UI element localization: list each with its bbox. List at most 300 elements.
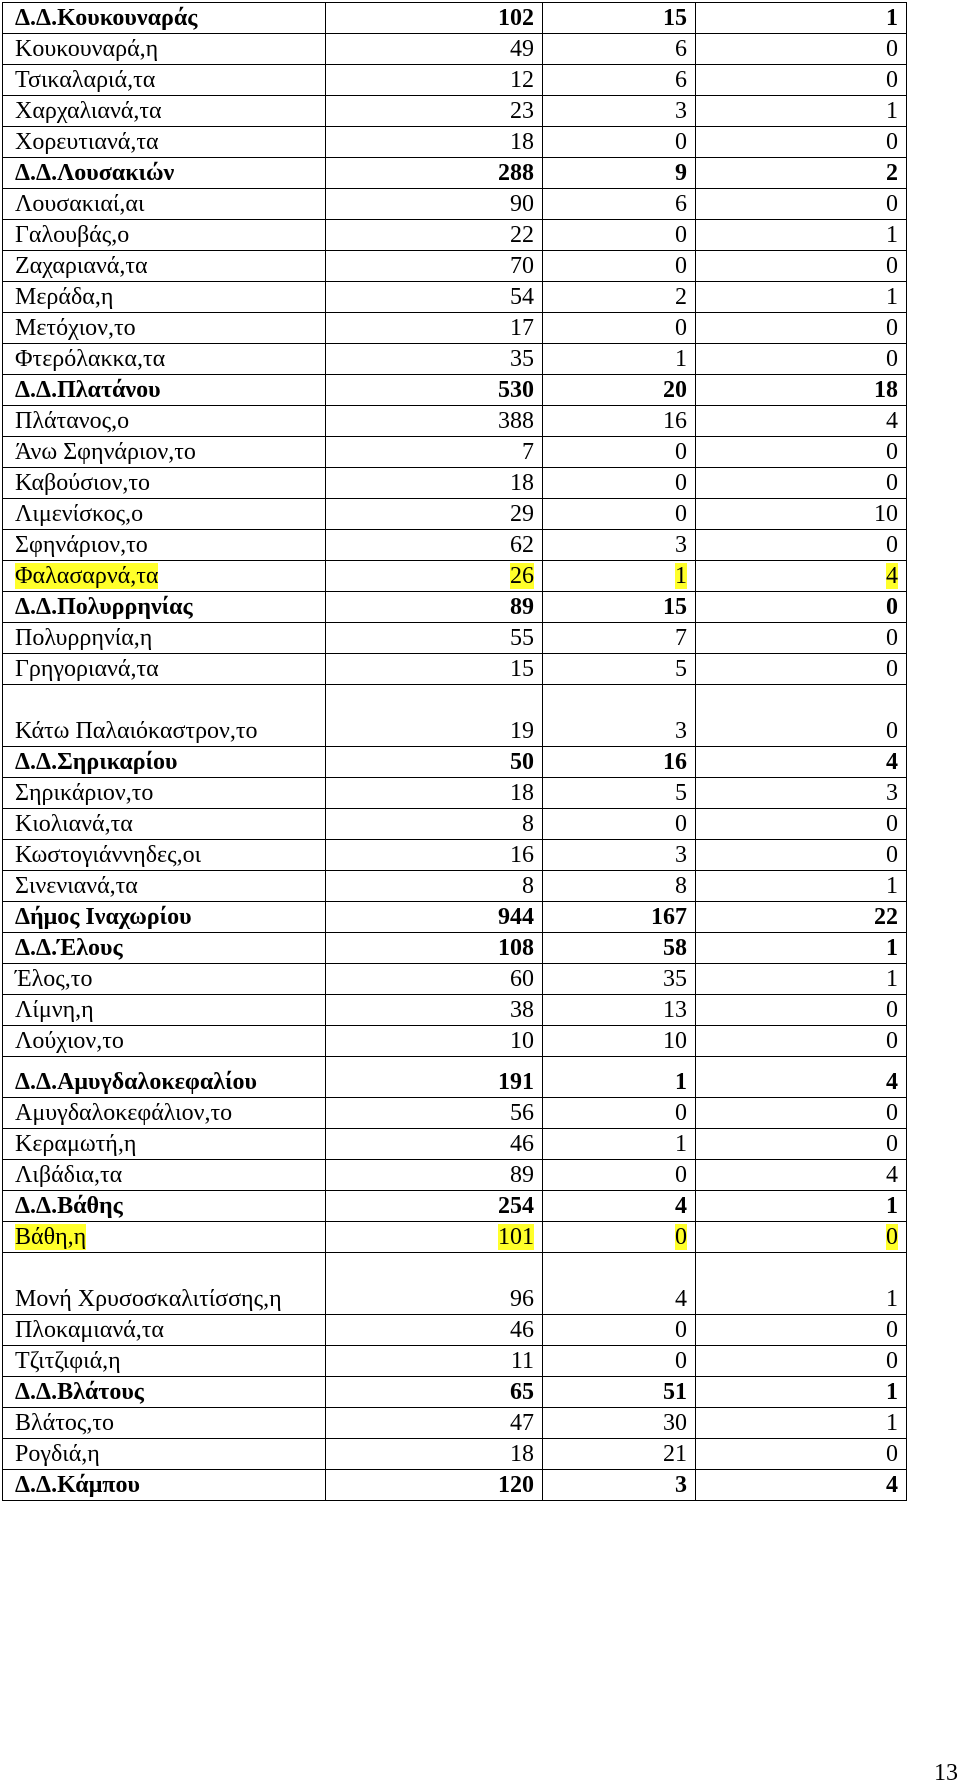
table-row — [3, 561, 907, 592]
value-col3-text: 1 — [886, 98, 898, 124]
value-col2-cell — [543, 1026, 696, 1057]
table-row — [3, 654, 907, 685]
value-col1-cell — [326, 375, 543, 406]
value-col2-text: 9 — [675, 160, 687, 186]
value-col1-text: 35 — [510, 346, 534, 372]
settlement-name-cell — [3, 3, 326, 34]
settlement-name-cell — [3, 871, 326, 902]
value-col3-text: 0 — [886, 315, 898, 341]
value-col3-text: 0 — [886, 191, 898, 217]
table-row — [3, 964, 907, 995]
value-col3-text: 1 — [886, 1193, 898, 1219]
settlement-name-text: Σφηνάριον,το — [15, 532, 148, 558]
settlement-name-text: Μονή Χρυσοσκαλιτίσσης,η — [15, 1286, 282, 1312]
table-row — [3, 437, 907, 468]
value-col2-text: 0 — [675, 253, 687, 279]
value-col3-text: 18 — [874, 377, 898, 403]
value-col3-cell — [696, 1346, 907, 1377]
value-col2-cell — [543, 65, 696, 96]
value-col2-text: 30 — [663, 1410, 687, 1436]
settlement-name-text: Ζαχαριανά,τα — [15, 253, 148, 279]
value-col1-text: 18 — [510, 780, 534, 806]
value-col1-text: 288 — [498, 160, 534, 186]
value-col3-text: 1 — [886, 873, 898, 899]
value-col1-text: 96 — [510, 1286, 534, 1312]
value-col1-cell — [326, 437, 543, 468]
settlement-name-text: Λιμενίσκος,ο — [15, 501, 144, 527]
value-col1-cell — [326, 809, 543, 840]
table-row — [3, 282, 907, 313]
settlement-name-text: Δ.Δ.Βλάτους — [15, 1379, 144, 1405]
value-col3-cell — [696, 1057, 907, 1098]
value-col1-text: 102 — [498, 5, 534, 31]
settlement-name-text: Δ.Δ.Σηρικαρίου — [15, 749, 178, 775]
value-col2-cell — [543, 1098, 696, 1129]
value-col1-cell — [326, 1129, 543, 1160]
settlement-name-cell — [3, 499, 326, 530]
value-col2-text: 5 — [675, 656, 687, 682]
settlement-name-text: Μεράδα,η — [15, 284, 114, 310]
settlement-name-text: Μετόχιον,το — [15, 315, 136, 341]
value-col3-cell — [696, 406, 907, 437]
value-col1-text: 17 — [510, 315, 534, 341]
table-row — [3, 1160, 907, 1191]
value-col3-text: 0 — [886, 811, 898, 837]
settlement-name-cell — [3, 344, 326, 375]
value-col3-text: 4 — [886, 408, 898, 434]
settlement-name-text: Δ.Δ.Λουσακιών — [15, 160, 175, 186]
settlement-name-text: Βλάτος,το — [15, 1410, 115, 1436]
value-col3-cell — [696, 778, 907, 809]
value-col1-cell — [326, 1346, 543, 1377]
value-col2-text: 4 — [675, 1286, 687, 1312]
table-row — [3, 995, 907, 1026]
value-col3-text: 0 — [886, 1348, 898, 1374]
value-col1-text: 47 — [510, 1410, 534, 1436]
value-col3-cell — [696, 685, 907, 747]
settlement-name-cell — [3, 809, 326, 840]
value-col3-text: 3 — [886, 780, 898, 806]
value-col3-cell — [696, 1098, 907, 1129]
value-col3-cell — [696, 344, 907, 375]
settlement-name-cell — [3, 1057, 326, 1098]
value-col2-text: 1 — [675, 1131, 687, 1157]
value-col2-text: 3 — [675, 718, 687, 744]
value-col1-text: 60 — [510, 966, 534, 992]
value-col3-cell — [696, 1470, 907, 1501]
value-col3-cell — [696, 840, 907, 871]
value-col1-cell — [326, 1377, 543, 1408]
value-col3-cell — [696, 3, 907, 34]
settlement-name-cell — [3, 127, 326, 158]
table-row — [3, 96, 907, 127]
value-col3-cell — [696, 1129, 907, 1160]
table-row — [3, 809, 907, 840]
settlement-name-text: Δ.Δ.Αμυγδαλοκεφαλίου — [15, 1069, 257, 1095]
settlement-name-cell — [3, 220, 326, 251]
value-col1-text: 388 — [498, 408, 534, 434]
value-col2-cell — [543, 499, 696, 530]
table-row-subtotal — [3, 158, 907, 189]
value-col1-cell — [326, 96, 543, 127]
value-col2-cell — [543, 251, 696, 282]
value-col1-text: 49 — [510, 36, 534, 62]
settlement-name-cell — [3, 468, 326, 499]
value-col1-cell — [326, 778, 543, 809]
value-col2-text: 35 — [663, 966, 687, 992]
value-col2-cell — [543, 127, 696, 158]
value-col1-cell — [326, 468, 543, 499]
settlement-name-text: Δ.Δ.Πλατάνου — [15, 377, 161, 403]
settlement-name-cell — [3, 623, 326, 654]
value-col2-text: 15 — [663, 5, 687, 31]
value-col1-text: 191 — [498, 1069, 534, 1095]
value-col2-text: 10 — [663, 1028, 687, 1054]
settlement-name-text: Φαλασαρνά,τα — [15, 563, 159, 589]
settlement-name-text: Λούχιον,το — [15, 1028, 124, 1054]
value-col3-text: 4 — [886, 1472, 898, 1498]
value-col2-cell — [543, 561, 696, 592]
value-col3-cell — [696, 592, 907, 623]
value-col2-text: 0 — [675, 1224, 687, 1250]
value-col3-cell — [696, 1315, 907, 1346]
value-col2-cell — [543, 964, 696, 995]
settlement-name-text: Τζιτζιφιά,η — [15, 1348, 121, 1374]
value-col2-text: 3 — [675, 98, 687, 124]
value-col2-cell — [543, 778, 696, 809]
value-col2-text: 0 — [675, 439, 687, 465]
value-col2-cell — [543, 871, 696, 902]
settlement-name-cell — [3, 685, 326, 747]
value-col1-text: 50 — [510, 749, 534, 775]
value-col1-cell — [326, 1439, 543, 1470]
value-col2-cell — [543, 840, 696, 871]
table-row — [3, 1346, 907, 1377]
value-col3-text: 0 — [886, 1131, 898, 1157]
value-col1-text: 108 — [498, 935, 534, 961]
settlement-name-text: Ρογδιά,η — [15, 1441, 100, 1467]
settlement-name-cell — [3, 1439, 326, 1470]
settlement-name-text: Γρηγοριανά,τα — [15, 656, 159, 682]
settlement-name-text: Γαλουβάς,ο — [15, 222, 130, 248]
value-col1-text: 16 — [510, 842, 534, 868]
value-col1-text: 12 — [510, 67, 534, 93]
table-row-subtotal — [3, 592, 907, 623]
value-col1-text: 15 — [510, 656, 534, 682]
table-row — [3, 1129, 907, 1160]
table-row-subtotal — [3, 375, 907, 406]
value-col3-text: 0 — [886, 625, 898, 651]
table-row — [3, 530, 907, 561]
settlement-name-text: Δ.Δ.Πολυρρηνίας — [15, 594, 193, 620]
settlement-name-cell — [3, 1408, 326, 1439]
value-col2-text: 0 — [675, 315, 687, 341]
settlement-name-cell — [3, 1222, 326, 1253]
settlement-name-text: Πλάτανος,ο — [15, 408, 130, 434]
value-col3-cell — [696, 282, 907, 313]
value-col1-text: 18 — [510, 129, 534, 155]
settlement-name-cell — [3, 964, 326, 995]
value-col3-text: 0 — [886, 67, 898, 93]
value-col3-text: 1 — [886, 5, 898, 31]
value-col2-text: 0 — [675, 129, 687, 155]
value-col1-text: 8 — [522, 811, 534, 837]
value-col3-text: 4 — [886, 1162, 898, 1188]
settlement-name-text: Δήμος Ιναχωρίου — [15, 904, 192, 930]
value-col3-cell — [696, 251, 907, 282]
value-col1-text: 29 — [510, 501, 534, 527]
value-col2-cell — [543, 747, 696, 778]
value-col2-cell — [543, 1222, 696, 1253]
value-col2-text: 0 — [675, 811, 687, 837]
value-col1-cell — [326, 747, 543, 778]
table-row — [3, 313, 907, 344]
value-col1-cell — [326, 1057, 543, 1098]
value-col3-cell — [696, 499, 907, 530]
value-col3-text: 1 — [886, 1286, 898, 1312]
settlement-name-text: Έλος,το — [15, 966, 93, 992]
value-col1-text: 18 — [510, 470, 534, 496]
page-number: 13 — [934, 1760, 958, 1786]
settlement-name-cell — [3, 1470, 326, 1501]
table-row — [3, 65, 907, 96]
value-col2-text: 0 — [675, 501, 687, 527]
value-col2-cell — [543, 220, 696, 251]
value-col2-cell — [543, 685, 696, 747]
table-row — [3, 499, 907, 530]
value-col3-cell — [696, 654, 907, 685]
table-row — [3, 778, 907, 809]
settlement-name-cell — [3, 778, 326, 809]
settlement-name-text: Δ.Δ.Κουκουναράς — [15, 5, 198, 31]
value-col3-text: 1 — [886, 935, 898, 961]
value-col1-cell — [326, 840, 543, 871]
settlement-name-cell — [3, 1191, 326, 1222]
value-col1-cell — [326, 220, 543, 251]
value-col1-text: 11 — [510, 1348, 534, 1374]
table-row — [3, 623, 907, 654]
value-col1-text: 55 — [510, 625, 534, 651]
value-col2-text: 3 — [675, 842, 687, 868]
value-col3-text: 0 — [886, 842, 898, 868]
value-col3-cell — [696, 871, 907, 902]
value-col3-cell — [696, 65, 907, 96]
settlements-table — [2, 2, 907, 1501]
value-col2-cell — [543, 3, 696, 34]
value-col3-cell — [696, 34, 907, 65]
value-col1-cell — [326, 530, 543, 561]
value-col2-text: 0 — [675, 1317, 687, 1343]
value-col2-text: 0 — [675, 1100, 687, 1126]
settlement-name-text: Αμυγδαλοκεφάλιον,το — [15, 1100, 233, 1126]
value-col1-cell — [326, 654, 543, 685]
value-col2-cell — [543, 1315, 696, 1346]
value-col2-cell — [543, 189, 696, 220]
value-col1-cell — [326, 344, 543, 375]
value-col2-text: 1 — [675, 563, 687, 589]
table-row-subtotal — [3, 933, 907, 964]
value-col1-cell — [326, 406, 543, 437]
value-col3-cell — [696, 1160, 907, 1191]
value-col2-cell — [543, 34, 696, 65]
value-col1-cell — [326, 189, 543, 220]
value-col2-text: 13 — [663, 997, 687, 1023]
value-col2-cell — [543, 437, 696, 468]
settlement-name-cell — [3, 1253, 326, 1315]
value-col2-cell — [543, 654, 696, 685]
value-col3-text: 4 — [886, 1069, 898, 1095]
value-col2-text: 5 — [675, 780, 687, 806]
value-col1-cell — [326, 3, 543, 34]
value-col2-text: 1 — [675, 346, 687, 372]
settlement-name-cell — [3, 530, 326, 561]
value-col2-text: 167 — [651, 904, 687, 930]
value-col1-text: 46 — [510, 1131, 534, 1157]
value-col1-text: 26 — [510, 563, 534, 589]
value-col3-cell — [696, 96, 907, 127]
value-col1-cell — [326, 1315, 543, 1346]
value-col3-cell — [696, 561, 907, 592]
settlement-name-cell — [3, 158, 326, 189]
table-row — [3, 1098, 907, 1129]
value-col1-cell — [326, 1253, 543, 1315]
value-col3-cell — [696, 933, 907, 964]
value-col3-cell — [696, 530, 907, 561]
settlement-name-text: Σινενιανά,τα — [15, 873, 138, 899]
value-col2-cell — [543, 1057, 696, 1098]
value-col1-cell — [326, 1470, 543, 1501]
value-col2-text: 0 — [675, 222, 687, 248]
value-col3-cell — [696, 1408, 907, 1439]
value-col1-cell — [326, 1222, 543, 1253]
value-col2-cell — [543, 623, 696, 654]
value-col2-text: 6 — [675, 36, 687, 62]
value-col1-text: 54 — [510, 284, 534, 310]
value-col1-text: 89 — [510, 1162, 534, 1188]
value-col1-cell — [326, 871, 543, 902]
value-col1-cell — [326, 65, 543, 96]
value-col3-text: 0 — [886, 718, 898, 744]
value-col1-text: 19 — [510, 718, 534, 744]
value-col1-text: 56 — [510, 1100, 534, 1126]
table-row — [3, 1026, 907, 1057]
value-col3-cell — [696, 1253, 907, 1315]
settlement-name-text: Κεραμωτή,η — [15, 1131, 137, 1157]
value-col1-cell — [326, 561, 543, 592]
value-col1-cell — [326, 902, 543, 933]
value-col3-text: 0 — [886, 439, 898, 465]
value-col1-cell — [326, 623, 543, 654]
value-col3-cell — [696, 375, 907, 406]
value-col2-cell — [543, 933, 696, 964]
settlement-name-cell — [3, 34, 326, 65]
table-body — [3, 3, 907, 1501]
table-row-subtotal — [3, 902, 907, 933]
value-col2-text: 3 — [675, 532, 687, 558]
value-col3-text: 0 — [886, 1100, 898, 1126]
value-col2-cell — [543, 1129, 696, 1160]
value-col3-text: 0 — [886, 470, 898, 496]
settlement-name-text: Δ.Δ.Βάθης — [15, 1193, 123, 1219]
value-col2-text: 2 — [675, 284, 687, 310]
settlement-name-text: Σηρικάριον,το — [15, 780, 154, 806]
value-col2-text: 7 — [675, 625, 687, 651]
table-row — [3, 468, 907, 499]
value-col3-cell — [696, 1439, 907, 1470]
value-col3-cell — [696, 747, 907, 778]
value-col1-text: 90 — [510, 191, 534, 217]
value-col2-cell — [543, 809, 696, 840]
value-col2-cell — [543, 1191, 696, 1222]
value-col1-cell — [326, 1098, 543, 1129]
value-col3-text: 0 — [886, 594, 898, 620]
settlement-name-cell — [3, 1160, 326, 1191]
value-col3-text: 4 — [886, 749, 898, 775]
value-col2-text: 4 — [675, 1193, 687, 1219]
value-col2-cell — [543, 1408, 696, 1439]
value-col2-cell — [543, 902, 696, 933]
value-col3-text: 0 — [886, 253, 898, 279]
value-col3-text: 0 — [886, 1224, 898, 1250]
settlement-name-cell — [3, 1098, 326, 1129]
settlement-name-cell — [3, 654, 326, 685]
settlement-name-text: Πλοκαμιανά,τα — [15, 1317, 164, 1343]
value-col1-text: 65 — [510, 1379, 534, 1405]
value-col1-cell — [326, 1160, 543, 1191]
value-col3-cell — [696, 1191, 907, 1222]
value-col1-cell — [326, 1191, 543, 1222]
settlement-name-text: Άνω Σφηνάριον,το — [15, 439, 196, 465]
settlement-name-cell — [3, 189, 326, 220]
value-col3-text: 10 — [874, 501, 898, 527]
value-col3-text: 1 — [886, 1410, 898, 1436]
value-col3-text: 0 — [886, 346, 898, 372]
value-col1-text: 18 — [510, 1441, 534, 1467]
settlement-name-text: Βάθη,η — [15, 1224, 87, 1250]
table-row — [3, 840, 907, 871]
value-col2-cell — [543, 592, 696, 623]
value-col2-text: 16 — [663, 749, 687, 775]
settlement-name-cell — [3, 1315, 326, 1346]
settlement-name-cell — [3, 1377, 326, 1408]
value-col2-text: 6 — [675, 191, 687, 217]
value-col3-cell — [696, 313, 907, 344]
value-col2-text: 21 — [663, 1441, 687, 1467]
settlement-name-text: Χαρχαλιανά,τα — [15, 98, 162, 124]
value-col1-cell — [326, 685, 543, 747]
value-col1-cell — [326, 995, 543, 1026]
value-col1-text: 8 — [522, 873, 534, 899]
settlement-name-cell — [3, 313, 326, 344]
value-col3-cell — [696, 902, 907, 933]
value-col3-text: 0 — [886, 532, 898, 558]
settlement-name-cell — [3, 65, 326, 96]
value-col3-cell — [696, 158, 907, 189]
settlement-name-text: Κιολιανά,τα — [15, 811, 133, 837]
settlement-name-text: Κουκουναρά,η — [15, 36, 159, 62]
value-col2-cell — [543, 406, 696, 437]
table-row-subtotal — [3, 1470, 907, 1501]
value-col1-text: 101 — [498, 1224, 534, 1250]
value-col1-text: 120 — [498, 1472, 534, 1498]
value-col2-cell — [543, 344, 696, 375]
value-col2-text: 51 — [663, 1379, 687, 1405]
value-col3-text: 4 — [886, 563, 898, 589]
value-col1-text: 10 — [510, 1028, 534, 1054]
value-col2-text: 6 — [675, 67, 687, 93]
value-col2-text: 15 — [663, 594, 687, 620]
value-col1-cell — [326, 592, 543, 623]
